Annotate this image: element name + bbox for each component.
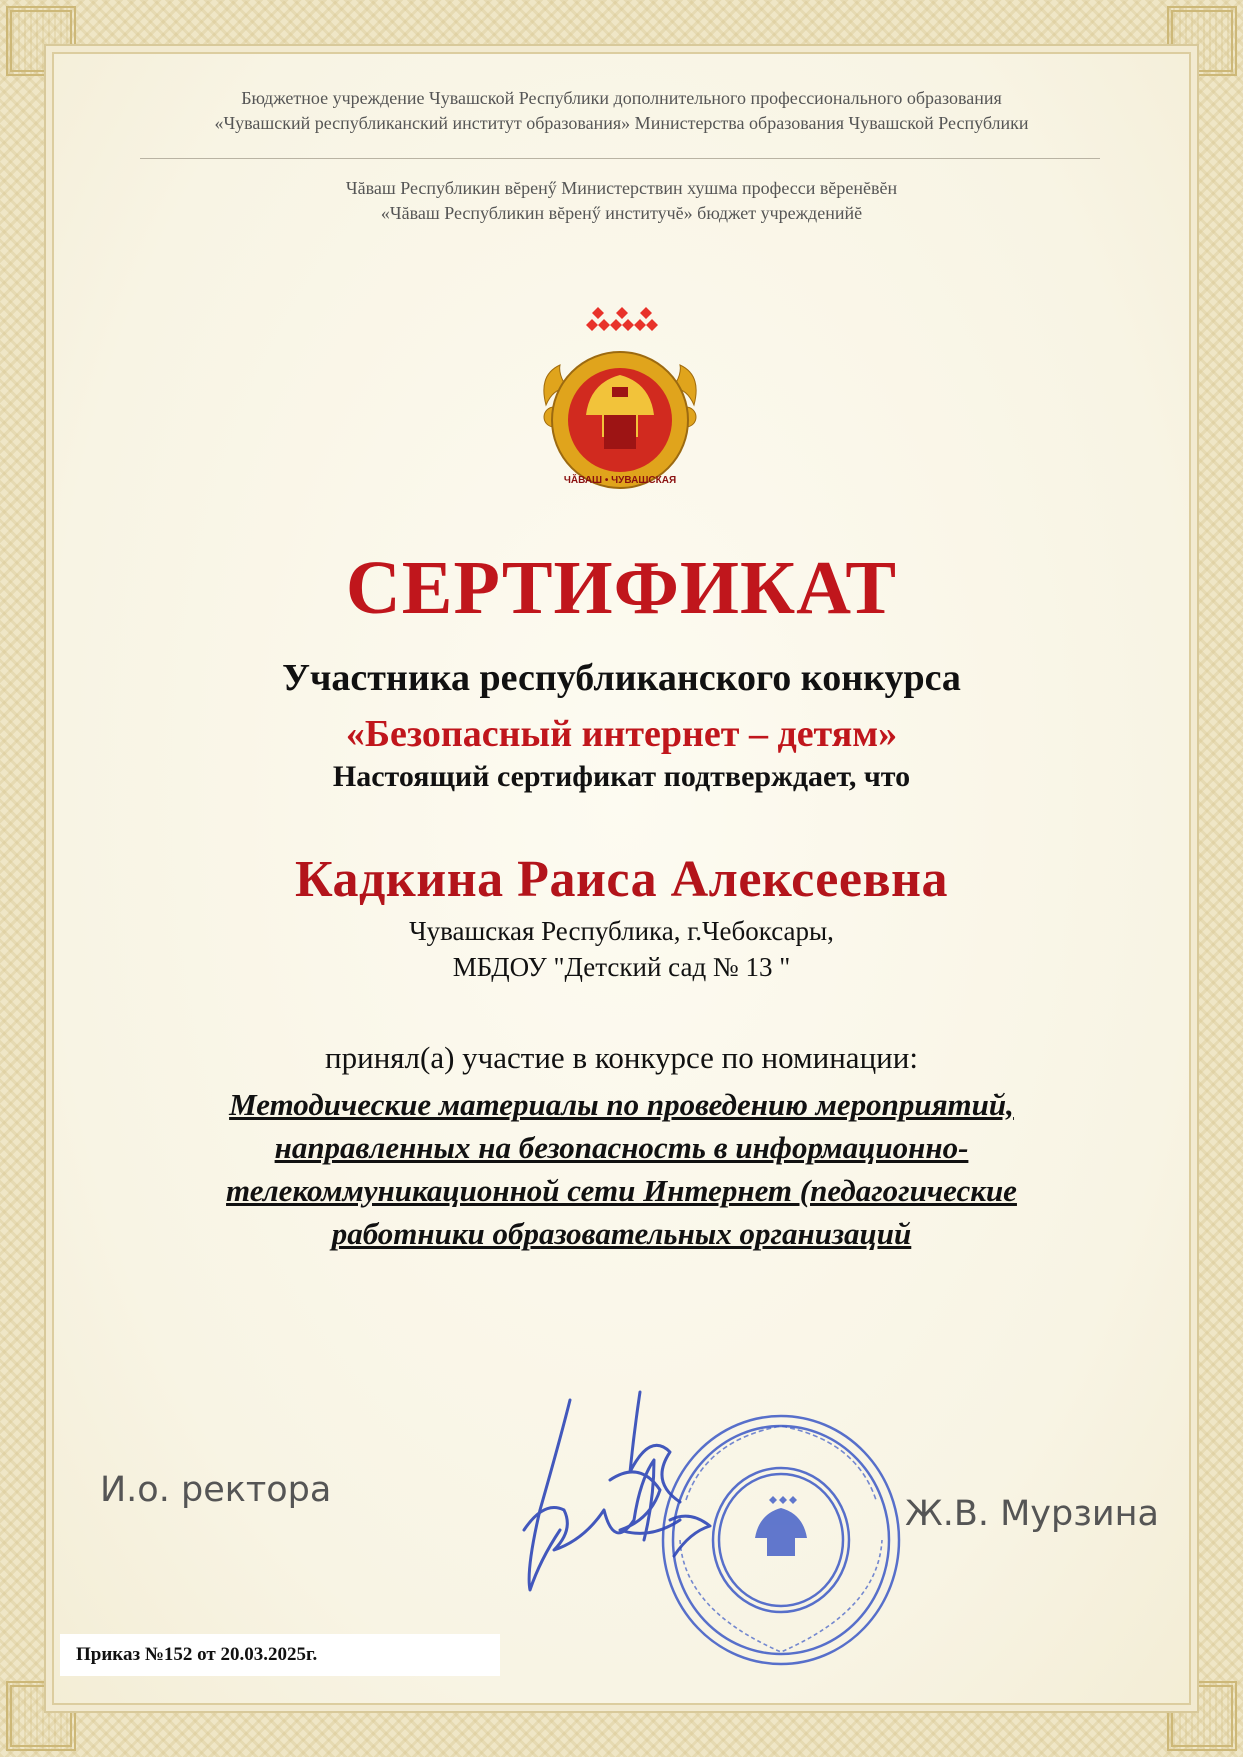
header-cv-line-2: «Чăваш Республикин вĕренӳ институчĕ» бюджет учрежденийĕ	[380, 203, 863, 223]
order-reference-box	[60, 1634, 500, 1676]
contest-name: «Безопасный интернет – детям»	[345, 713, 898, 755]
header-ru-line-1: Бюджетное учреждение Чувашской Республики дополнительного профессионального образования	[241, 88, 1002, 108]
participation-text: принял(а) участие в конкурсе по номинации:	[325, 1040, 918, 1075]
nomination-title	[0, 1083, 1243, 1255]
chuvash-republic-coat-of-arms-icon	[520, 305, 720, 505]
nomination-line-3: телекоммуникационной сети Интернет (педагогические	[226, 1173, 1017, 1208]
handwritten-signature-icon	[510, 1380, 750, 1620]
header-ru-line-2: «Чувашский республиканский институт образования» Министерства образования Чувашской Республики	[214, 113, 1029, 133]
signer-name: Ж.В. Мурзина	[905, 1494, 1159, 1534]
recipient-location: Чувашская Республика, г.Чебоксары,	[409, 916, 834, 946]
nomination-line-2: направленных на безопасность в информационно-	[274, 1130, 969, 1165]
nomination-line-1: Методические материалы по проведению мероприятий,	[229, 1087, 1014, 1122]
institution-header-cv	[0, 176, 1243, 226]
header-cv-line-1: Чăваш Республикин вĕренӳ Министерствин хушма професси вĕренĕвĕн	[345, 178, 898, 198]
nomination-line-4: работники образовательных организаций	[331, 1216, 912, 1251]
order-reference: Приказ №152 от 20.03.2025г.	[76, 1644, 318, 1665]
svg-text:ЧĂВАШ • ЧУВАШСКАЯ: ЧĂВАШ • ЧУВАШСКАЯ	[563, 475, 677, 486]
header-divider	[140, 158, 1100, 159]
certificate-subtitle: Участника республиканского конкурса	[282, 657, 961, 699]
institution-header-ru	[0, 86, 1243, 136]
certificate-title: СЕРТИФИКАТ	[345, 546, 898, 630]
recipient-name: Кадкина Раиса Алексеевна	[294, 851, 949, 908]
signer-position: И.о. ректора	[100, 1470, 332, 1510]
recipient-organization: МБДОУ "Детский сад № 13 "	[452, 952, 791, 982]
confirmation-text: Настоящий сертификат подтверждает, что	[332, 760, 911, 793]
